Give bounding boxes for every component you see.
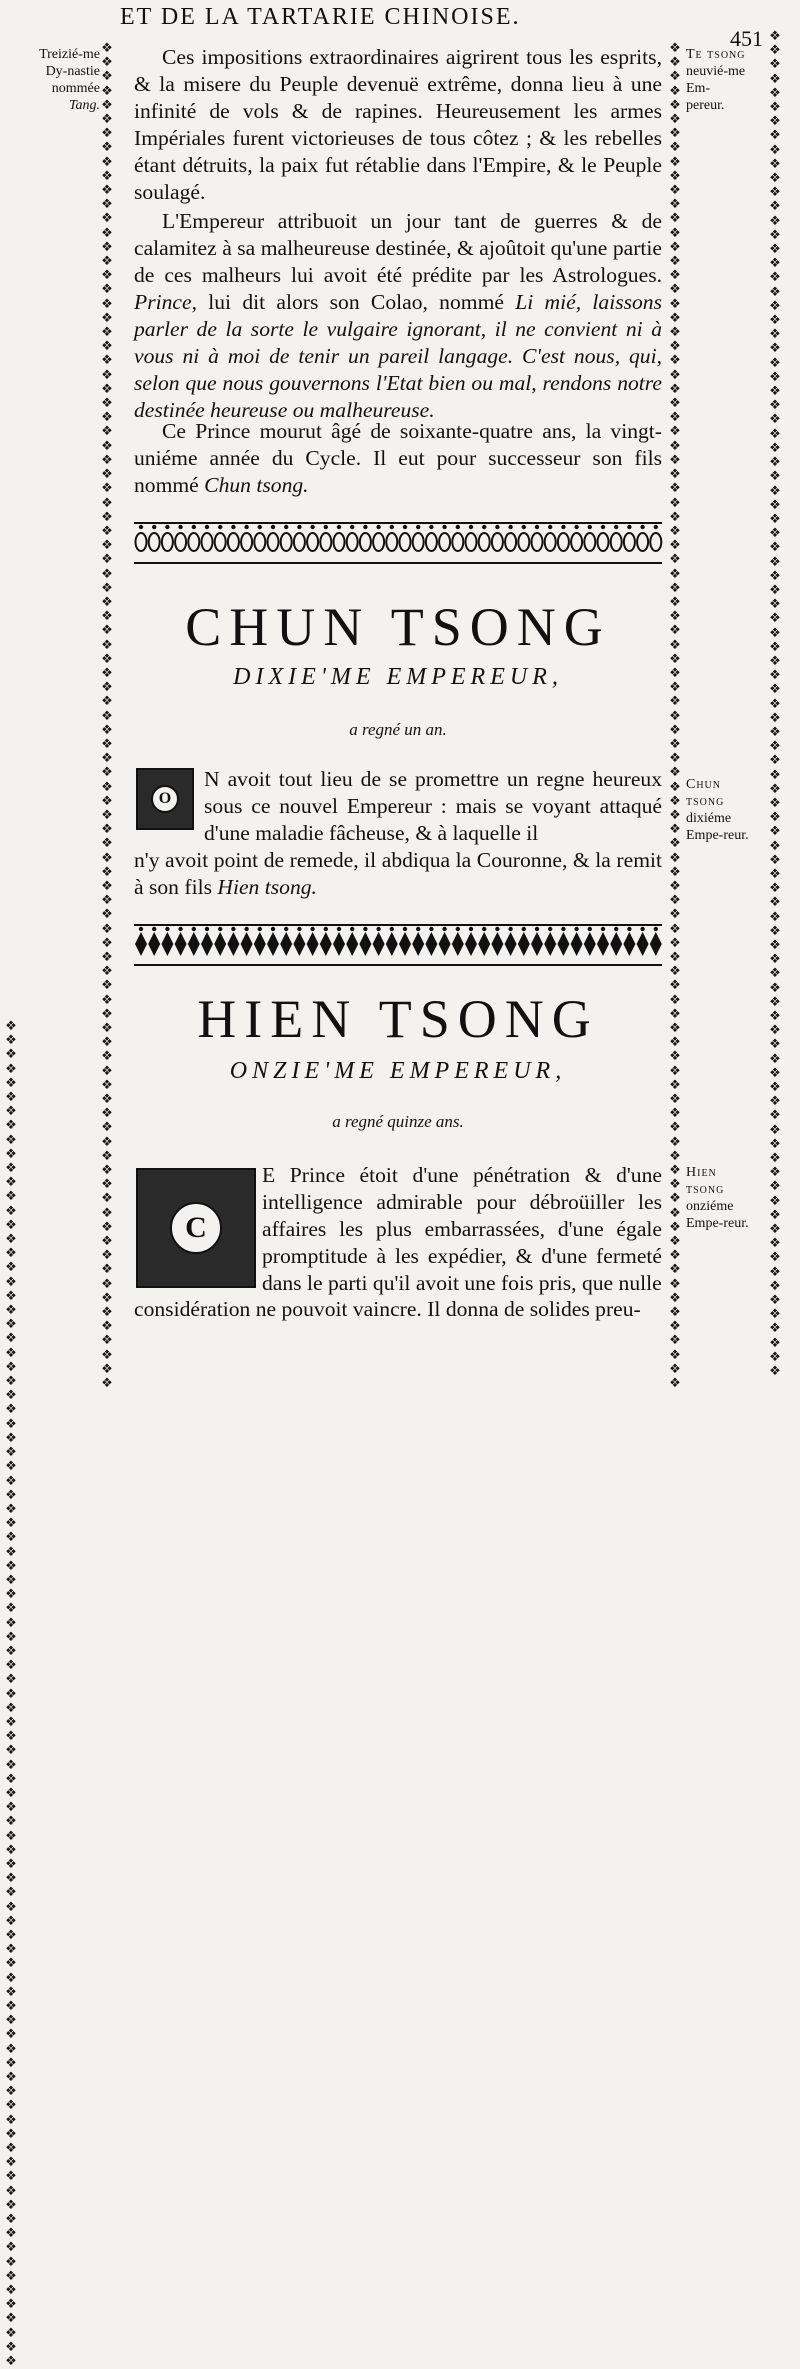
section1-text-top: N avoit tout lieu de se promettre un regne heureux sous ce nouvel Empereur : mais se voyant attaqué d'une maladie fâcheuse, & à laquelle il — [204, 767, 662, 845]
section-subtitle-chun-tsong: DIXIE'ME EMPEREUR, — [233, 664, 563, 690]
reign-note-hien-tsong: a regné quinze ans. — [332, 1112, 464, 1131]
margin-note-chun-tsong: Chun tsong dixiéme Empe-reur. — [686, 777, 749, 843]
section-subtitle-hien-tsong: ONZIE'ME EMPEREUR, — [229, 1058, 567, 1084]
section2-text-bottom: considération ne pouvoit vaincre. Il donna de solides preu- — [134, 1297, 641, 1321]
ornament-band-2 — [134, 922, 662, 968]
section1-text-bottom: n'y avoit point de remede, il abdiqua la Couronne, & la remit à son fils Hien tsong. — [134, 848, 662, 899]
far-left-ornament-border: ❖ ❖ ❖ ❖ ❖ ❖ ❖ ❖ ❖ ❖ ❖ ❖ ❖ ❖ ❖ ❖ ❖ ❖ ❖ ❖ ❖ ❖ ❖ ❖ ❖ ❖ ❖ ❖ ❖ ❖ ❖ ❖ ❖ ❖ ❖ ❖ ❖ ❖ ❖ ❖ ❖ ❖ ❖ ❖ ❖ ❖ ❖ ❖ ❖ ❖ ❖ ❖ ❖ ❖ ❖ ❖ ❖ ❖ ❖ ❖ ❖ ❖ ❖ ❖ ❖ ❖ ❖ ❖ ❖ ❖ ❖ ❖ ❖ ❖ ❖ ❖ ❖ ❖ ❖ ❖ ❖ ❖ ❖ ❖ ❖ ❖ ❖ ❖ ❖ ❖ ❖ ❖ ❖ ❖ ❖ — [5, 1019, 17, 2369]
margin-note-hien-tsong: Hien tsong onziéme Empe-reur. — [686, 1165, 749, 1231]
paragraph-3: Ce Prince mourut âgé de soixante-quatre ans, la vingt-uniéme année du Cycle. Il eut pour successeur son fils nommé Chun tsong. — [134, 419, 662, 497]
decorated-initial-o: O — [136, 768, 194, 830]
left-ornament-border: ❖ ❖ ❖ ❖ ❖ ❖ ❖ ❖ ❖ ❖ ❖ ❖ ❖ ❖ ❖ ❖ ❖ ❖ ❖ ❖ ❖ ❖ ❖ ❖ ❖ ❖ ❖ ❖ ❖ ❖ ❖ ❖ ❖ ❖ ❖ ❖ ❖ ❖ ❖ ❖ ❖ ❖ ❖ ❖ ❖ ❖ ❖ ❖ ❖ ❖ ❖ ❖ ❖ ❖ ❖ ❖ ❖ ❖ ❖ ❖ ❖ ❖ ❖ ❖ ❖ ❖ ❖ ❖ ❖ ❖ ❖ ❖ ❖ ❖ ❖ ❖ ❖ ❖ ❖ ❖ ❖ ❖ ❖ ❖ ❖ ❖ ❖ ❖ ❖ ❖ ❖ ❖ ❖ ❖ ❖ — [101, 41, 113, 1392]
margin-note-te-tsong: Te tsong neuvié-me Em-pereur. — [686, 47, 746, 113]
running-head: ET DE LA TARTARIE CHINOISE. — [120, 4, 521, 30]
section2-text-top: E Prince étoit d'une pénétration & d'une intelligence admirable pour débroüiller les affaires les plus embarrassées, d'une égale promptitude à les expédier, & d'une fermeté dans le parti qu'il avoit une fois pris, que nulle — [262, 1163, 662, 1295]
section-title-hien-tsong: HIEN TSONG — [197, 989, 599, 1049]
paragraph-1: Ces impositions extraordinaires aigrirent tous les esprits, & la misere du Peuple devenuë extrême, donna lieu à une infinité de vols & de rapines. Heureusement les armes Impériales furent victorieuses de tous côtez ; & les rebelles étant détruits, la paix fut rétablie dans l'Empire, & le Peuple soulagé. — [134, 45, 662, 204]
section-title-chun-tsong: CHUN TSONG — [185, 597, 611, 657]
decorated-initial-c: C — [136, 1168, 256, 1288]
margin-note-dynasty: Treizié-me Dy-nastie nommée Tang. — [39, 47, 100, 113]
paragraph-2: L'Empereur attribuoit un jour tant de guerres & de calamitez à sa malheureuse destinée, & ajoûtoit qu'une partie de ces malheurs lui avoit été prédite par les Astrologues. Prince, lui dit alors son Colao, nommé Li mié, laissons parler de la sorte le vulgaire ignorant, il ne convient ni à vous ni à moi de tenir un pareil langage. C'est nous, qui, selon que nous gouvernons l'Etat bien ou mal, rendons notre destinée heureuse ou malheureuse. — [134, 209, 662, 422]
right-ornament-border: ❖ ❖ ❖ ❖ ❖ ❖ ❖ ❖ ❖ ❖ ❖ ❖ ❖ ❖ ❖ ❖ ❖ ❖ ❖ ❖ ❖ ❖ ❖ ❖ ❖ ❖ ❖ ❖ ❖ ❖ ❖ ❖ ❖ ❖ ❖ ❖ ❖ ❖ ❖ ❖ ❖ ❖ ❖ ❖ ❖ ❖ ❖ ❖ ❖ ❖ ❖ ❖ ❖ ❖ ❖ ❖ ❖ ❖ ❖ ❖ ❖ ❖ ❖ ❖ ❖ ❖ ❖ ❖ ❖ ❖ ❖ ❖ ❖ ❖ ❖ ❖ ❖ ❖ ❖ ❖ ❖ ❖ ❖ ❖ ❖ ❖ ❖ ❖ ❖ ❖ ❖ ❖ ❖ ❖ ❖ — [669, 41, 681, 1392]
far-right-ornament-border: ❖ ❖ ❖ ❖ ❖ ❖ ❖ ❖ ❖ ❖ ❖ ❖ ❖ ❖ ❖ ❖ ❖ ❖ ❖ ❖ ❖ ❖ ❖ ❖ ❖ ❖ ❖ ❖ ❖ ❖ ❖ ❖ ❖ ❖ ❖ ❖ ❖ ❖ ❖ ❖ ❖ ❖ ❖ ❖ ❖ ❖ ❖ ❖ ❖ ❖ ❖ ❖ ❖ ❖ ❖ ❖ ❖ ❖ ❖ ❖ ❖ ❖ ❖ ❖ ❖ ❖ ❖ ❖ ❖ ❖ ❖ ❖ ❖ ❖ ❖ ❖ ❖ ❖ ❖ ❖ ❖ ❖ ❖ ❖ ❖ ❖ ❖ ❖ ❖ ❖ ❖ ❖ ❖ ❖ ❖ — [769, 29, 781, 1380]
ornament-band-1 — [134, 520, 662, 566]
reign-note-chun-tsong: a regné un an. — [349, 720, 447, 739]
page-number: 451 — [730, 26, 763, 51]
